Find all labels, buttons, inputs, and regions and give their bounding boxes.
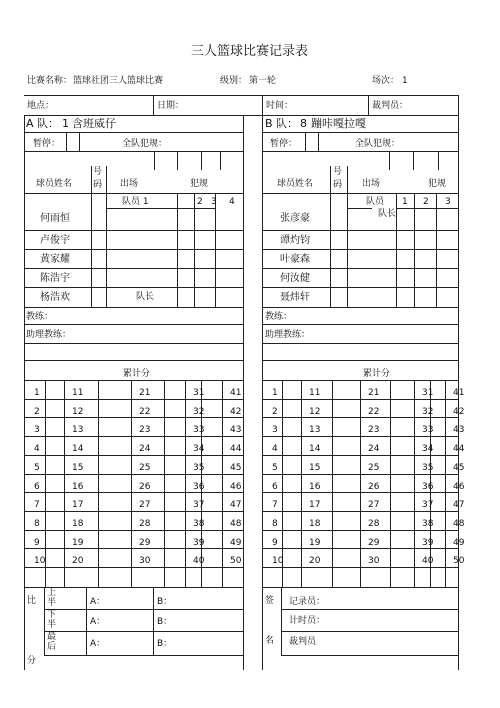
rule (24, 530, 243, 531)
team-a-timeout-label: 暂停： (33, 139, 61, 149)
score-number: 15 (72, 463, 84, 473)
score-number: 47 (230, 500, 242, 510)
foul-num: 2 (197, 197, 203, 207)
foul-num: 2 (423, 197, 429, 207)
rule (24, 417, 243, 418)
rule (436, 193, 437, 307)
score-number: 24 (139, 444, 151, 454)
score-number: 6 (34, 482, 40, 492)
match-name: 篮球社团三人篮球比赛 (73, 76, 164, 86)
score-number: 14 (72, 444, 84, 454)
rule (24, 399, 243, 400)
score-number: 39 (422, 538, 434, 548)
b-label: B： (157, 597, 173, 607)
team-b-col-foul: 犯规 (428, 179, 447, 189)
score-number: 12 (309, 407, 321, 417)
team-b-col-name: 球员姓名 (277, 179, 314, 189)
score-number: 4 (272, 444, 278, 454)
a-label: A： (90, 597, 106, 607)
b-label: B： (157, 639, 173, 649)
rule (24, 249, 243, 250)
foul-num: 4 (229, 197, 235, 207)
rule (64, 380, 65, 587)
rule (44, 609, 243, 610)
rule (24, 436, 243, 437)
score-number: 5 (272, 463, 278, 473)
rule (396, 193, 397, 307)
score-number: 15 (309, 463, 321, 473)
team-a-col-name: 球员姓名 (36, 179, 73, 189)
rule (24, 193, 243, 194)
team-a-col-foul: 犯规 (190, 179, 209, 189)
score-number: 27 (368, 500, 380, 510)
score-number: 23 (139, 425, 151, 435)
rule (66, 132, 67, 151)
team-b-score-header: 累计分 (363, 369, 391, 379)
rule (24, 380, 243, 381)
score-number: 43 (230, 425, 242, 435)
half-label: 下半 (47, 610, 57, 630)
score-number: 17 (72, 500, 84, 510)
score-number: 16 (72, 482, 84, 492)
team-b-captain: 队长 (378, 209, 397, 219)
score-number: 36 (193, 482, 205, 492)
rule (281, 609, 458, 610)
score-number: 22 (139, 407, 151, 417)
score-number: 42 (453, 407, 465, 417)
level-label: 级别： (220, 76, 248, 86)
score-number: 24 (368, 444, 380, 454)
team-b-timeout-label: 暂停： (270, 139, 298, 149)
team-b-player: 何汝健 (280, 273, 310, 284)
score-number: 29 (139, 538, 151, 548)
rule (414, 380, 415, 587)
team-b-number: 8 (300, 117, 307, 130)
rule (262, 151, 458, 152)
team-a-foul-label: 全队犯规： (122, 139, 168, 149)
rule (86, 587, 87, 655)
team-a-player: 杨浩欢 (40, 292, 70, 303)
rule (281, 587, 282, 655)
rule (332, 380, 333, 587)
score-number: 26 (368, 482, 380, 492)
rule (24, 324, 243, 325)
score-number: 10 (272, 556, 284, 566)
score-number: 7 (34, 500, 40, 510)
rule (220, 151, 221, 170)
score-number: 17 (309, 500, 321, 510)
score-number: 49 (453, 538, 465, 548)
score-number: 7 (272, 500, 278, 510)
score-number: 46 (230, 482, 242, 492)
rule (106, 166, 107, 307)
rule (24, 455, 243, 456)
foul-num: 3 (211, 197, 217, 207)
score-number: 36 (422, 482, 434, 492)
rule (24, 492, 243, 493)
score-number: 41 (453, 388, 465, 398)
rule (201, 151, 202, 170)
timer-label: 计时员： (289, 616, 326, 626)
team-a-name: 含班威仔 (72, 117, 116, 130)
score-number: 39 (193, 538, 205, 548)
score-number: 44 (230, 444, 242, 454)
score-number: 30 (368, 556, 380, 566)
rule (24, 343, 243, 344)
rule (106, 208, 215, 209)
rule (368, 95, 369, 115)
team-b-label: B 队： (265, 117, 299, 130)
score-number: 5 (34, 463, 40, 473)
rule (360, 380, 361, 587)
rule (281, 631, 458, 632)
rule (24, 268, 243, 269)
team-b-coach: 教练： (265, 312, 293, 322)
score-number: 44 (453, 444, 465, 454)
rule (347, 166, 348, 307)
team-b-assistant: 助理教练： (265, 330, 311, 340)
score-number: 42 (230, 407, 242, 417)
rule (262, 324, 458, 325)
rule (347, 208, 372, 209)
score-number: 14 (309, 444, 321, 454)
score-number: 21 (368, 388, 380, 398)
score-number: 34 (193, 444, 205, 454)
half-label: 最后 (47, 632, 57, 652)
rule (44, 587, 45, 655)
score-number: 48 (453, 519, 465, 529)
rule (262, 132, 458, 133)
rule (413, 151, 414, 170)
rule (24, 474, 243, 475)
score-number: 31 (193, 388, 205, 398)
score-number: 11 (309, 388, 321, 398)
rule (24, 95, 458, 96)
score-number: 3 (34, 425, 40, 435)
team-a-score-header: 累计分 (123, 369, 151, 379)
rule (318, 132, 319, 151)
a-label: A： (90, 617, 106, 627)
score-number: 28 (139, 519, 151, 529)
rule (164, 380, 165, 587)
recorder-label: 记录员： (289, 597, 326, 607)
team-a-number: 1 (62, 117, 69, 130)
chief-referee-label: 裁判员 (289, 637, 317, 647)
score-number: 27 (139, 500, 151, 510)
team-a-captain: 队长 (136, 292, 155, 302)
rule (98, 380, 99, 587)
score-number: 31 (422, 388, 434, 398)
rule (458, 95, 459, 670)
score-number: 28 (368, 519, 380, 529)
team-b-col-number: 号码 (333, 167, 343, 190)
team-a-player: 黄家耀 (40, 254, 70, 265)
time-label: 时间： (266, 101, 294, 111)
team-a-player-label: 队员 1 (122, 197, 149, 207)
team-a-col-number: 号码 (93, 167, 103, 190)
rule (24, 132, 243, 133)
rule (44, 631, 243, 632)
rule (262, 249, 458, 250)
score-number: 34 (422, 444, 434, 454)
rule (24, 307, 243, 308)
rule (45, 380, 46, 587)
rule (301, 380, 302, 587)
score-number: 2 (34, 407, 40, 417)
score-number: 32 (193, 407, 205, 417)
team-b-foul-label: 全队犯规： (355, 139, 401, 149)
team-a-player: 何雨恒 (40, 213, 70, 224)
score-number: 6 (272, 482, 278, 492)
rule (215, 193, 216, 307)
score-number: 49 (230, 538, 242, 548)
date-label: 日期： (157, 101, 185, 111)
score-number: 43 (453, 425, 465, 435)
score-number: 20 (309, 556, 321, 566)
rule (222, 380, 223, 587)
score-number: 48 (230, 519, 242, 529)
score-number: 1 (272, 388, 278, 398)
score-number: 29 (368, 538, 380, 548)
rule (177, 151, 178, 170)
qian-char: 签 (265, 596, 275, 606)
rule (262, 230, 458, 231)
score-number: 11 (72, 388, 84, 398)
score-number: 19 (72, 538, 84, 548)
score-number: 50 (230, 556, 242, 566)
score-number: 35 (193, 463, 205, 473)
rule (91, 166, 92, 307)
score-number: 13 (72, 425, 84, 435)
ming-char: 名 (265, 636, 275, 646)
rule (154, 151, 155, 170)
team-b-player: 张彦豪 (280, 213, 310, 224)
rule (262, 307, 458, 308)
score-number: 40 (422, 556, 434, 566)
rule (396, 208, 458, 209)
level-value: 第一轮 (249, 76, 277, 86)
rule (24, 151, 243, 152)
rule (262, 587, 458, 588)
team-b-player: 谭灼钧 (280, 235, 310, 246)
score-number: 10 (34, 556, 46, 566)
referee-label: 裁判员： (372, 101, 409, 111)
rule (243, 115, 244, 670)
team-b-player: 聂炜轩 (280, 292, 310, 303)
score-number: 33 (422, 425, 434, 435)
score-number: 38 (193, 519, 205, 529)
team-a-col-play: 出场 (120, 179, 139, 189)
rule (445, 380, 446, 587)
score-number: 26 (139, 482, 151, 492)
score-number: 8 (34, 519, 40, 529)
score-number: 8 (272, 519, 278, 529)
score-number: 38 (422, 519, 434, 529)
rule (414, 193, 415, 307)
score-number: 37 (422, 500, 434, 510)
rule (177, 193, 178, 307)
rule (24, 360, 243, 361)
team-b-player: 叶豪森 (280, 254, 310, 265)
rule (79, 132, 80, 151)
fen-char: 分 (27, 656, 37, 666)
team-b-player-label: 队员 (366, 197, 385, 207)
bi-char: 比 (27, 596, 37, 606)
score-number: 30 (139, 556, 151, 566)
rule (153, 95, 154, 115)
rule (262, 360, 458, 361)
rule (24, 567, 243, 568)
rule (44, 655, 243, 656)
foul-num: 3 (445, 197, 451, 207)
rule (262, 268, 458, 269)
score-number: 25 (139, 463, 151, 473)
score-number: 50 (453, 556, 465, 566)
rule (24, 230, 243, 231)
score-number: 46 (453, 482, 465, 492)
rule (185, 380, 186, 587)
rule (24, 287, 243, 288)
score-number: 41 (230, 388, 242, 398)
team-a-assistant: 助理教练： (26, 330, 72, 340)
score-number: 21 (139, 388, 151, 398)
score-number: 45 (453, 463, 465, 473)
foul-num: 1 (402, 197, 408, 207)
score-number: 35 (422, 463, 434, 473)
rule (153, 587, 154, 655)
score-number: 2 (272, 407, 278, 417)
score-number: 47 (453, 500, 465, 510)
rule (194, 193, 195, 307)
score-number: 40 (193, 556, 205, 566)
rule (262, 343, 458, 344)
score-number: 23 (368, 425, 380, 435)
score-number: 1 (34, 388, 40, 398)
team-a-label: A 队： (26, 117, 60, 130)
score-number: 13 (309, 425, 321, 435)
b-label: B： (157, 617, 173, 627)
team-b-col-play: 出场 (362, 179, 381, 189)
score-number: 25 (368, 463, 380, 473)
score-number: 45 (230, 463, 242, 473)
rule (131, 380, 132, 587)
rule (438, 151, 439, 170)
score-number: 12 (72, 407, 84, 417)
team-a-player: 陈浩宇 (40, 273, 70, 284)
round-value: 1 (402, 76, 408, 86)
score-number: 19 (309, 538, 321, 548)
rule (24, 548, 243, 549)
rule (262, 287, 458, 288)
rule (389, 151, 390, 170)
score-number: 18 (309, 519, 321, 529)
score-number: 4 (34, 444, 40, 454)
rule (281, 655, 458, 656)
score-number: 33 (193, 425, 205, 435)
rule (24, 115, 458, 116)
score-number: 37 (193, 500, 205, 510)
score-number: 9 (272, 538, 278, 548)
score-number: 32 (422, 407, 434, 417)
round-label: 场次： (372, 76, 400, 86)
team-b-name: 蹦咔嘎拉嘎 (311, 117, 366, 130)
location-label: 地点： (27, 101, 55, 111)
score-number: 16 (309, 482, 321, 492)
team-a-player: 卢俊宇 (40, 235, 70, 246)
score-number: 9 (34, 538, 40, 548)
team-a-coach: 教练： (26, 312, 54, 322)
rule (24, 511, 243, 512)
rule (305, 132, 306, 151)
page-title: 三人篮球比赛记录表 (191, 44, 309, 59)
rule (262, 95, 263, 115)
rule (390, 380, 391, 587)
a-label: A： (90, 639, 106, 649)
rule (330, 166, 331, 307)
match-label: 比赛名称： (27, 76, 73, 86)
half-label: 上半 (47, 588, 57, 608)
rule (262, 193, 458, 194)
score-number: 20 (72, 556, 84, 566)
score-number: 3 (272, 425, 278, 435)
score-number: 18 (72, 519, 84, 529)
score-number: 22 (368, 407, 380, 417)
